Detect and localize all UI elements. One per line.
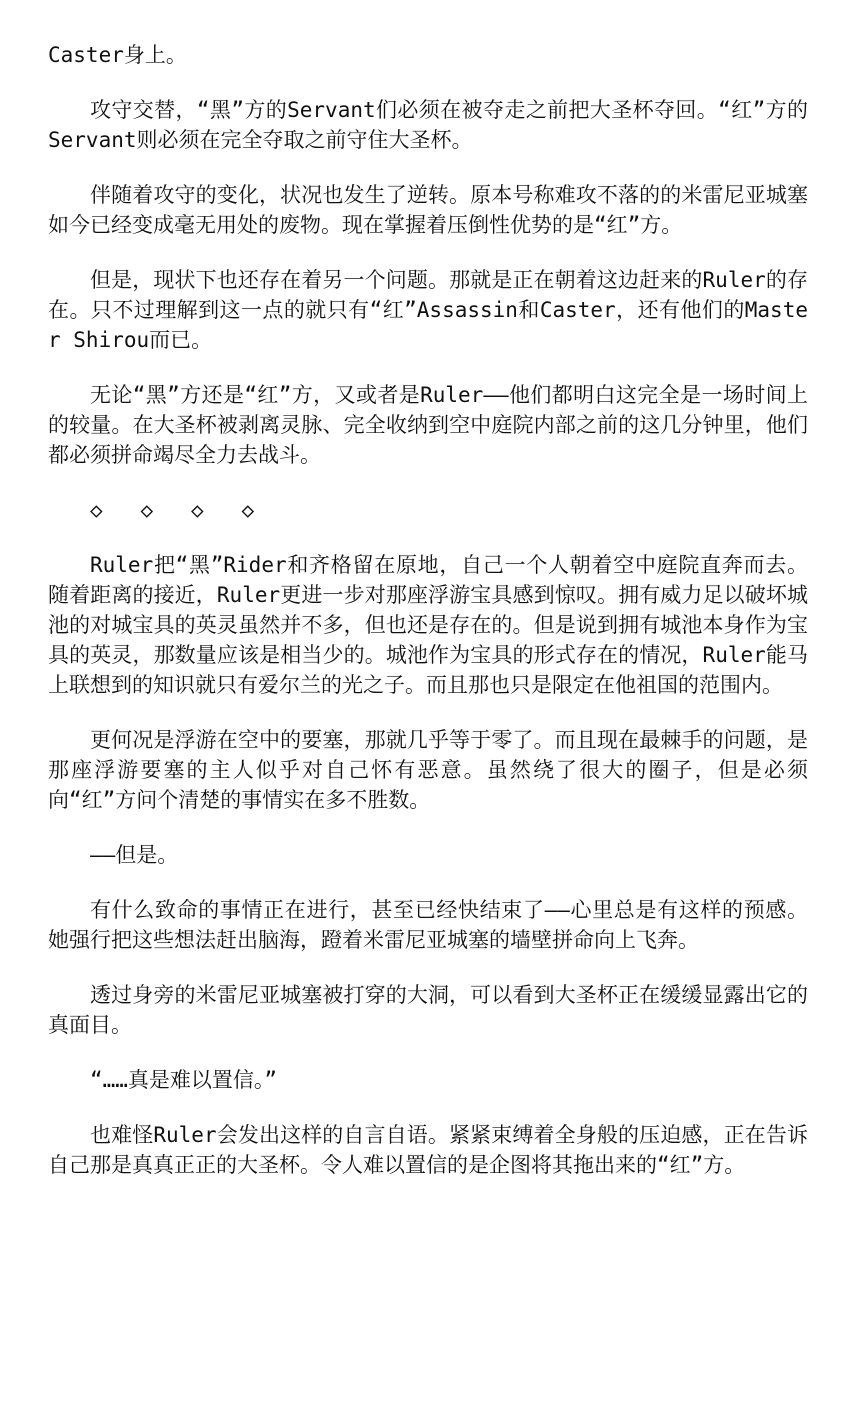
paragraph-12: 也难怪Ruler会发出这样的自言自语。紧紧束缚着全身般的压迫感，正在告诉自己那是真真正正的大圣杯。令人难以置信的是企图将其拖出来的“红”方。: [48, 1123, 808, 1177]
paragraph-11: “……真是难以置信。”: [90, 1068, 278, 1092]
paragraph-3: 伴随着攻守的变化，状况也发生了逆转。原本号称难攻不落的的米雷尼亚城塞如今已经变成毫无用处的废物。现在掌握着压倒性优势的是“红”方。: [48, 183, 808, 237]
paragraph-6: Ruler把“黑”Rider和齐格留在原地，自己一个人朝着空中庭院直奔而去。随着距离的接近，Ruler更进一步对那座浮游宝具感到惊叹。拥有威力足以破坏城池的对城宝具的英灵虽然并不多，但也还是存在的。但是说到拥有城池本身作为宝具的英灵，那数量应该是相当少的。城池作为宝具的形式存在的情况，Ruler能马上联想到的知识就只有爱尔兰的光之子。而且那也只是限定在他祖国的范围内。: [48, 553, 808, 697]
paragraph-7: 更何况是浮游在空中的要塞，那就几乎等于零了。而且现在最棘手的问题，是那座浮游要塞的主人似乎对自己怀有恶意。虽然绕了很大的圈子，但是必须向“红”方问个清楚的事情实在多不胜数。: [48, 728, 808, 812]
document-page: [48, 40, 808, 1205]
paragraph-8: ——但是。: [90, 843, 179, 867]
section-separator: ◇ ◇ ◇ ◇: [90, 498, 267, 522]
paragraph-4: 但是，现状下也还存在着另一个问题。那就是正在朝着这边赶来的Ruler的存在。只不过理解到这一点的就只有“红”Assassin和Caster，还有他们的Master Shirou而已。: [48, 268, 808, 352]
paragraph-5: 无论“黑”方还是“红”方，又或者是Ruler——他们都明白这完全是一场时间上的较量。在大圣杯被剥离灵脉、完全收纳到空中庭院内部之前的这几分钟里，他们都必须拼命竭尽全力去战斗。: [48, 383, 808, 467]
paragraph-9: 有什么致命的事情正在进行，甚至已经快结束了——心里总是有这样的预感。她强行把这些想法赶出脑海，蹬着米雷尼亚城塞的墙壁拼命向上飞奔。: [48, 898, 808, 952]
paragraph-1: Caster身上。: [48, 43, 187, 67]
paragraph-10: 透过身旁的米雷尼亚城塞被打穿的大洞，可以看到大圣杯正在缓缓显露出它的真面目。: [48, 983, 808, 1037]
paragraph-2: 攻守交替，“黑”方的Servant们必须在被夺走之前把大圣杯夺回。“红”方的Servant则必须在完全夺取之前守住大圣杯。: [48, 98, 808, 152]
